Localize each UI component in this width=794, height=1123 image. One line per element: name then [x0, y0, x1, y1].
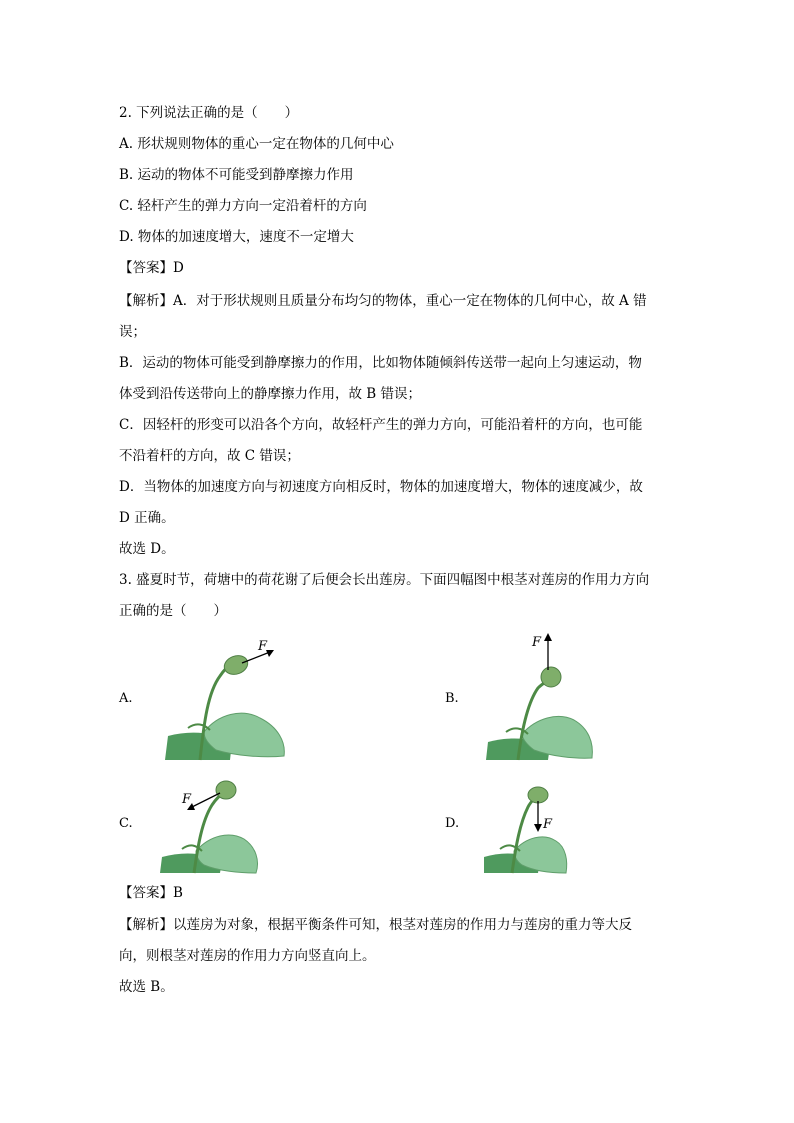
q2-analysis-line-5: C．因轻杆的形变可以沿各个方向，故轻杆产生的弹力方向，可能沿着杆的方向，也可能: [119, 417, 643, 433]
lotus-pod-icon: [222, 652, 251, 677]
q2-analysis-line-6: 不沿着杆的方向，故 C 错误；: [119, 448, 300, 464]
q2-analysis-line-2: 误；: [119, 324, 146, 340]
force-arrowhead-icon: [544, 633, 552, 641]
q2-analysis-tag: 【解析】: [119, 293, 173, 309]
lotus-pod-icon: [541, 667, 561, 687]
force-label: F: [258, 639, 268, 654]
q2-option-d: D. 物体的加速度增大，速度不一定增大: [119, 229, 354, 245]
q2-option-b: B. 运动的物体不可能受到静摩擦力作用: [119, 167, 354, 183]
q3-option-c-label: C.: [119, 816, 133, 831]
q2-answer-tag: 【答案】: [119, 260, 173, 276]
q2-analysis-line-3: B．运动的物体可能受到静摩擦力的作用，比如物体随倾斜传送带一起向上匀速运动，物: [119, 355, 642, 371]
force-label: F: [182, 792, 192, 807]
q3-answer-row: [119, 884, 183, 902]
q3-answer-tag: 【答案】: [119, 885, 173, 901]
q2-option-c: C. 轻杆产生的弹力方向一定沿着杆的方向: [119, 198, 367, 214]
q3-stem-line-1: 3. 盛夏时节，荷塘中的荷花谢了后便会长出莲房。下面四幅图中根茎对莲房的作用力方向: [119, 572, 650, 588]
q2-option-a: A. 形状规则物体的重心一定在物体的几何中心: [119, 136, 394, 152]
q2-analysis-line-7: D．当物体的加速度方向与初速度方向相反时，物体的加速度增大，物体的速度减少，故: [119, 479, 643, 495]
q2-analysis-line-1: [119, 292, 647, 310]
lotus-pod-icon: [216, 781, 236, 799]
q3-option-c-figure: [160, 775, 280, 875]
q3-option-a-label: A.: [119, 691, 133, 706]
q3-option-b-label: B.: [445, 691, 459, 706]
lotus-leaf-front: [204, 713, 284, 757]
q2-answer-value: D: [173, 260, 184, 276]
q3-analysis-line-2: 向，则根茎对莲房的作用力方向竖直向上。: [119, 948, 376, 964]
q2-analysis-text-1: A．对于形状规则且质量分布均匀的物体，重心一定在物体的几何中心，故 A 错: [173, 293, 647, 309]
q3-stem-line-2: 正确的是（ ）: [119, 603, 227, 619]
q3-option-d-figure: [484, 775, 584, 875]
q2-stem: 2. 下列说法正确的是（ ）: [119, 105, 299, 121]
q3-option-a-figure: [160, 632, 300, 762]
q3-analysis-tag: 【解析】: [119, 917, 173, 933]
q3-analysis-text-1: 以莲房为对象，根据平衡条件可知，根茎对莲房的作用力与莲房的重力等大反: [173, 917, 632, 933]
lotus-pod-icon: [528, 787, 548, 803]
q2-answer-row: [119, 259, 184, 277]
q3-option-d-label: D.: [445, 816, 460, 831]
q2-conclusion: 故选 D。: [119, 541, 175, 557]
force-label: F: [532, 635, 542, 650]
force-arrowhead-icon: [534, 824, 542, 832]
force-label: F: [543, 817, 553, 832]
q2-analysis-line-4: 体受到沿传送带向上的静摩擦力作用，故 B 错误；: [119, 386, 422, 402]
q3-conclusion: 故选 B。: [119, 979, 174, 995]
q3-answer-value: B: [173, 885, 183, 901]
q3-analysis-line-1: [119, 916, 632, 934]
q2-analysis-line-8: D 正确。: [119, 510, 175, 526]
q3-option-b-figure: [484, 632, 604, 762]
